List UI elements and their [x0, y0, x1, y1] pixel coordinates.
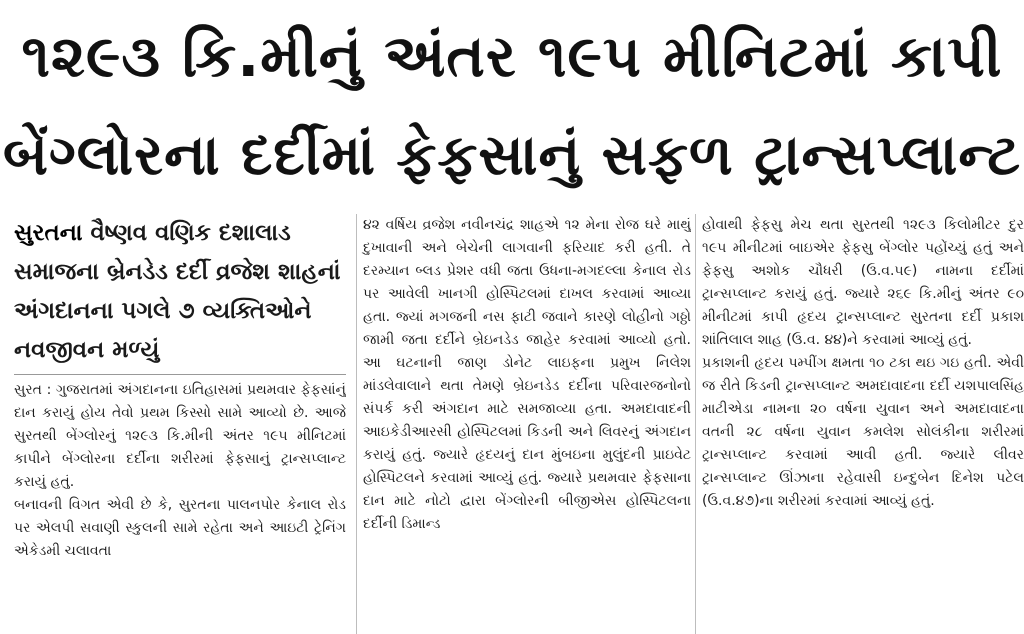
article-column-2 [356, 214, 691, 634]
column-3-paragraph-1: હોવાથી ફેફસુ મેચ થતા સુરતથી ૧૨૯૩ કિલોમીટર દુર ૧૯૫ મીનીટમાં બાઇએર ફેફસુ બેંગ્લોર પહોંચ્યું હતું અને ફેફસુ અશોક ચૌધરી (ઉ.વ.૫૯) નામના દર્દીમાં ટ્રાન્સપ્લાન્ટ કરાયું હતું. જ્યારે ૨૬૯ કિ.મીનું અંતર ૯૦ મીનીટમાં કાપી હૃદય ટ્રાન્સપ્લાન્ટ સુરતના દર્દી પ્રકાશ શાંતિલાલ શાહ (ઉ.વ. ૪૪)ને કરવામાં આવ્યું હતું. [702, 217, 1024, 348]
column-1-paragraph-1: સુરત : ગુજરાતમાં અંગદાનના ઇતિહાસમાં પ્રથમવાર ફેફસાંનું દાન કરાયું હોય તેવો પ્રથમ કિસ્સો સામે આવ્યો છે. આજે સુરતથી બેંગ્લોરનું ૧૨૯૩ કિ.મીની અંતર ૧૯૫ મીનિટમાં કાપીને બેંગ્લોરના દર્દીના શરીરમાં ફેફસાનું ટ્રાન્સપ્લાન્ટ કરાયું હતું. [14, 382, 346, 490]
column-3-paragraph-2: પ્રકાશની હૃદય પમ્પીંગ ક્ષમતા ૧૦ ટકા થઇ ગઇ હતી. એવી જ રીતે કિડની ટ્રાન્સપ્લાન્ટ અમદાવાદના દર્દી યશપાલસિંહ માટીએડા નામના ૨૦ વર્ષના યુવાન અને અમદાવાદના વતની ૨૮ વર્ષના યુવાન કમલેશ સોલંકીના શરીરમાં ટ્રાન્સપ્લાન્ટ કરવામાં આવી હતી. જ્યારે લીવર ટ્રાન્સપ્લાન્ટ ઊંઝાના રહેવાસી ઇન્દુબેન દિનેશ પટેલ (ઉ.વ.૪૭)ના શરીરમાં કરવામાં આવ્યું હતું. [702, 355, 1024, 509]
article-column-1 [14, 214, 346, 634]
column-2-paragraph-1: ૪૨ વર્ષિય વ્રજેશ નવીનચંદ્ર શાહએ ૧૨ મેના રોજ ઘરે માથું દુખાવાની અને બેચેની લાગવાની ફરિયાદ કરી હતી. તે દરમ્યાન બ્લડ પ્રેશર વધી જતા ઉધના-મગદલ્લા કેનાલ રોડ પર આવેલી ખાનગી હોસ્પિટલમાં દાખલ કરવામાં આવ્યા હતા. જ્યાં મગજની નસ ફાટી જવાને કારણે લોહીનો ગઠ્ઠો જામી જતા દર્દીને બ્રેઇનડેડ જાહેર કરવામાં આવ્યો હતો. આ ઘટનાની જાણ ડોનેટ લાઇફના પ્રમુખ નિલેશ માંડલેવાલાને થતા તેમણે બ્રેઇનડેડ દર્દીના પરિવારજનોનો સંપર્ક કરી અંગદાન માટે સમજાવ્યા હતા. અમદાવાદની આઇકેડીઆરસી હોસ્પિટલમાં કિડની અને લિવરનું અંગદાન કરાયું હતું. જ્યારે હૃદયનું દાન મુંબઇના મુલુંદની પ્રાઇવેટ હોસ્પિટલને કરવામાં આવ્યું હતું. જ્યારે પ્રથમવાર ફેફસાના દાન માટે નોટો દ્વારા બેંગ્લોરની બીજીએસ હોસ્પિટલના દર્દીની ડિમાન્ડ [363, 217, 691, 532]
subheadline-lead-word: સુરતના [14, 220, 83, 246]
headline-line-2: બેંગ્લોરના દર્દીમાં ફેફસાનું સફળ ટ્રાન્સપ્લાન્ટ [3, 123, 1021, 188]
column-1-paragraph-2: બનાવની વિગત એવી છે કે, સુરતના પાલનપોર કેનાલ રોડ પર એલપી સવાણી સ્કુલની સામે રહેતા અને આઇટી ટ્રેનિંગ એકેડમી ચલાવતા [14, 497, 346, 559]
headline-line-1: ૧૨૯૩ કિ.મીનું અંતર ૧૯૫ મીનિટમાં કાપી [21, 22, 1003, 90]
subheadline-text: વૈષ્ણવ વણિક દશાલાડ સમાજના બ્રેનડેડ દર્દી વ્રજેશ શાહનાં અંગદાનના પગલે ૭ વ્યક્તિઓને નવજીવન મળ્યું [14, 220, 341, 363]
article-subheadline [14, 214, 346, 375]
article-column-3 [695, 214, 1024, 634]
